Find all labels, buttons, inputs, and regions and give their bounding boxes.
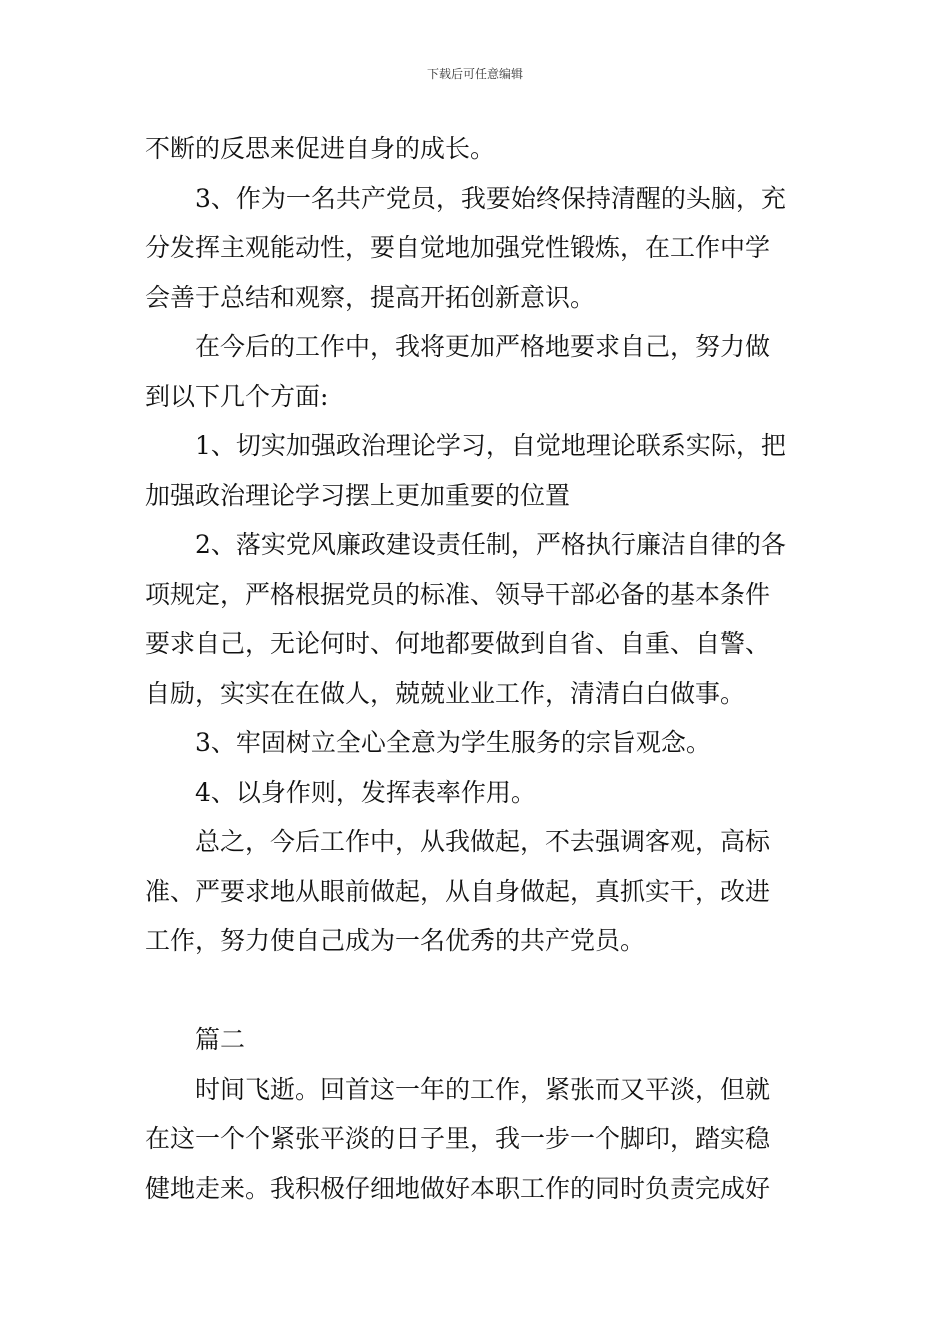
paragraph-first-line: 1、切实加强政治理论学习，自觉地理论联系实际，把	[195, 431, 786, 460]
paragraph-first-line: 篇二	[195, 1025, 246, 1054]
paragraph-line: 要求自己，无论何时、何地都要做到自省、自重、自警、	[145, 629, 771, 658]
paragraph-line: 项规定，严格根据党员的标准、领导干部必备的基本条件	[145, 579, 771, 609]
paragraph-line: 自励，实实在在做人，兢兢业业工作，清清白白做事。	[145, 678, 746, 708]
paragraph-line: 到以下几个方面:	[145, 381, 329, 411]
paragraph-line: 分发挥主观能动性，要自觉地加强党性锻炼，在工作中学	[145, 233, 771, 262]
paragraph-first-line: 3、牢固树立全心全意为学生服务的宗旨观念。	[195, 728, 711, 757]
paragraph-line: 工作，努力使自己成为一名优秀的共产党员。	[145, 926, 646, 955]
paragraph-line: 不断的反思来促进自身的成长。	[145, 134, 496, 163]
paragraph-first-line: 总之，今后工作中，从我做起，不去强调客观，高标	[195, 827, 771, 856]
paragraph-line: 会善于总结和观察，提高开拓创新意识。	[145, 282, 596, 312]
paragraph-first-line: 在今后的工作中，我将更加严格地要求自己，努力做	[195, 332, 771, 361]
paragraph-first-line: 4、以身作则，发挥表率作用。	[195, 777, 536, 807]
document-body	[145, 124, 811, 1213]
blank-line	[145, 966, 811, 1016]
paragraph-first-line: 3、作为一名共产党员，我要始终保持清醒的头脑，充	[195, 183, 786, 213]
paragraph-first-line: 2、落实党风廉政建设责任制，严格执行廉洁自律的各	[195, 530, 786, 559]
page-header: 下载后可任意编辑	[426, 67, 523, 81]
paragraph-line: 在这一个个紧张平淡的日子里，我一步一个脚印，踏实稳	[145, 1124, 771, 1153]
paragraph-first-line: 时间飞逝。回首这一年的工作，紧张而又平淡，但就	[195, 1074, 771, 1104]
paragraph-line: 健地走来。我积极仔细地做好本职工作的同时负责完成好	[145, 1173, 771, 1203]
paragraph-line: 准、严要求地从眼前做起，从自身做起，真抓实干，改进	[145, 876, 771, 906]
paragraph-line: 加强政治理论学习摆上更加重要的位置	[145, 480, 571, 510]
